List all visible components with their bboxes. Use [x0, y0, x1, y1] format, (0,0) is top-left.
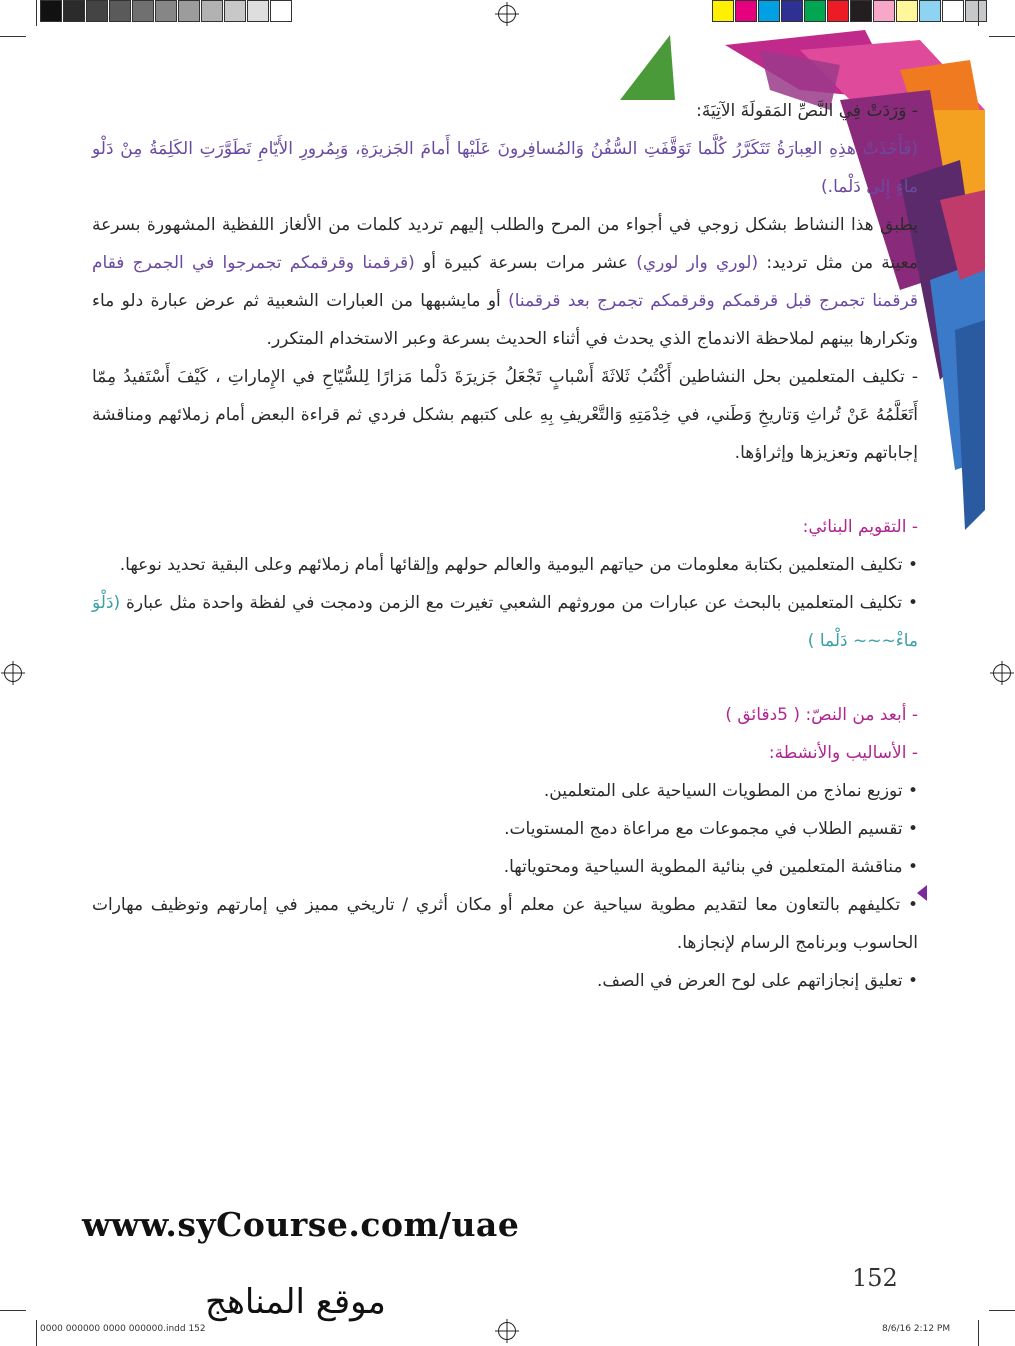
- methods-item: • توزيع نماذج من المطويات السياحية على المتعلمين.: [543, 781, 918, 801]
- gray-swatch: [109, 0, 131, 22]
- crop-mark: [36, 1320, 37, 1346]
- color-swatch: [712, 0, 734, 22]
- gray-swatch: [132, 0, 154, 22]
- formative-heading: - التقويم البنائي:: [802, 517, 918, 537]
- formative-item: • تكليف المتعلمين بكتابة معلومات من حياتهم اليومية والعالم حولهم وإلقائها أمام زملائهم وعلى البقية تحديد نوعها.: [119, 555, 918, 575]
- color-swatch: [827, 0, 849, 22]
- crop-mark: [978, 1320, 979, 1346]
- formative-item: • تكليف المتعلمين بالبحث عن عبارات من موروثهم الشعبي تغيرت مع الزمن ودمجت في لفظة واحدة مثل عبارة (دَلْوَ ماءْ~~~ دَلْما ): [92, 593, 918, 651]
- color-calibration-bar: [712, 0, 988, 24]
- beyond-text-heading: - أبعد من النصّ: ( 5دقائق ): [725, 705, 918, 725]
- gray-swatch: [270, 0, 292, 22]
- gray-swatch: [40, 0, 62, 22]
- gray-swatch: [224, 0, 246, 22]
- crop-mark: [989, 1310, 1015, 1311]
- gray-swatch: [247, 0, 269, 22]
- green-triangle: [620, 35, 675, 100]
- crop-mark: [0, 36, 26, 37]
- gray-swatch: [63, 0, 85, 22]
- merge-example: (دَلْوَ ماءْ~~~ دَلْما ): [92, 593, 918, 651]
- methods-item: • تعليق إنجازاتهم على لوح العرض في الصف.: [596, 971, 918, 991]
- color-swatch: [850, 0, 872, 22]
- gray-swatch: [86, 0, 108, 22]
- methods-item: • مناقشة المتعلمين في بنائية المطوية السياحية ومحتوياتها.: [503, 857, 918, 877]
- crop-mark: [0, 1310, 26, 1311]
- quote-text: (فَأَخَذَتْ هذِهِ العِبارَةُ تَتَكَرَّرُ كُلَّما تَوَقَّفَتِ السُّفُنُ وَالمُسافِرونَ عَلَيْها أَمامَ الجَزيرَةِ، وَبِمُرورِ الأَيّامِ تَطَوَّرَتِ الكَلِمَةُ مِنْ دَلْو ماءٍ إِلى دَلْما.): [92, 139, 918, 197]
- tongue-twister-2: (قرقمنا وقرقمكم تجمرجوا في الجمرج فقام قرقمنا تجمرج قبل قرقمكم وقرقمكم تجمرج بعد قرقمنا): [92, 253, 918, 311]
- color-swatch: [781, 0, 803, 22]
- color-swatch: [758, 0, 780, 22]
- color-swatch: [919, 0, 941, 22]
- quote-intro: - وَرَدَتْ فِي النَّصِّ المَقولَةَ الآتِيَةَ:: [696, 101, 918, 121]
- crop-mark: [978, 0, 979, 26]
- registration-mark-bottom: [498, 1322, 516, 1340]
- registration-mark-right: [993, 664, 1011, 682]
- tongue-twister-1: (لوري وار لوري): [636, 253, 759, 273]
- page-number: 152: [852, 1264, 898, 1292]
- methods-item: • تقسيم الطلاب في مجموعات مع مراعاة دمج المستويات.: [504, 819, 918, 839]
- color-swatch: [873, 0, 895, 22]
- color-swatch: [896, 0, 918, 22]
- methods-item: • تكليفهم بالتعاون معا لتقديم مطوية سياحية عن معلم أو مكان أثري / تاريخي مميز في إمارتهم وتوظيف مهارات الحاسوب وبرنامج الرسام لإنجازها.: [92, 895, 918, 953]
- site-name: موقع المناهج: [205, 1282, 386, 1322]
- crop-mark: [36, 0, 37, 26]
- color-swatch: [965, 0, 987, 22]
- website-url[interactable]: www.syCourse.com/uae: [82, 1205, 520, 1244]
- lesson-content: [92, 92, 918, 1000]
- print-timestamp: 8/6/16 2:12 PM: [882, 1324, 951, 1334]
- gray-swatch: [178, 0, 200, 22]
- color-swatch: [735, 0, 757, 22]
- bullet-marker-icon: [917, 885, 927, 901]
- methods-heading: - الأساليب والأنشطة:: [768, 743, 918, 763]
- activity-paragraph: يطبق هذا النشاط بشكل زوجي في أجواء من المرح والطلب إليهم ترديد كلمات من الألغاز اللفظية المشهورة بسرعة معينة من مثل ترديد: (لوري وار لوري) عشر مرات بسرعة كبيرة أو (قرقمنا وقرقمكم تجمرجوا في الجمرج فقام قرقمنا تجمرج قبل قرقمكم وقرقمكم تجمرج بعد قرقمنا) أو مايشبهها من العبارات الشعبية ثم عرض عبارة دلو ماء وتكرارها بينهم لملاحظة الاندماج الذي يحدث في أثناء الحديث بسرعة وعبر الاستخدام المتكرر.: [92, 215, 918, 349]
- color-swatch: [942, 0, 964, 22]
- gray-swatch: [201, 0, 223, 22]
- registration-mark-top: [498, 5, 516, 23]
- color-swatch: [804, 0, 826, 22]
- assignment-paragraph: - تكليف المتعلمين بحل النشاطين أَكْتُبُ ثَلاثَةَ أَسْبابٍ تَجْعَلُ جَزيرَةَ دَلْما مَزارًا لِلسُّيّاحِ في الإِماراتِ ، كَيْفَ أَسْتَفيدُ مِمّا أَتَعَلَّمُهُ عَنْ تُراثِ وَتاريخِ وَطَني، في خِدْمَتِهِ وَالتَّعْريفِ بِهِ على كتبهم بشكل فردي ثم قراءة البعض أمام زملائهم ومناقشة إجاباتهم وتعزيزها وإثراؤها.: [92, 367, 918, 463]
- file-slug: 0000 000000 0000 000000.indd 152: [40, 1324, 206, 1334]
- grayscale-calibration-bar: [40, 0, 293, 24]
- gray-swatch: [155, 0, 177, 22]
- registration-mark-left: [4, 664, 22, 682]
